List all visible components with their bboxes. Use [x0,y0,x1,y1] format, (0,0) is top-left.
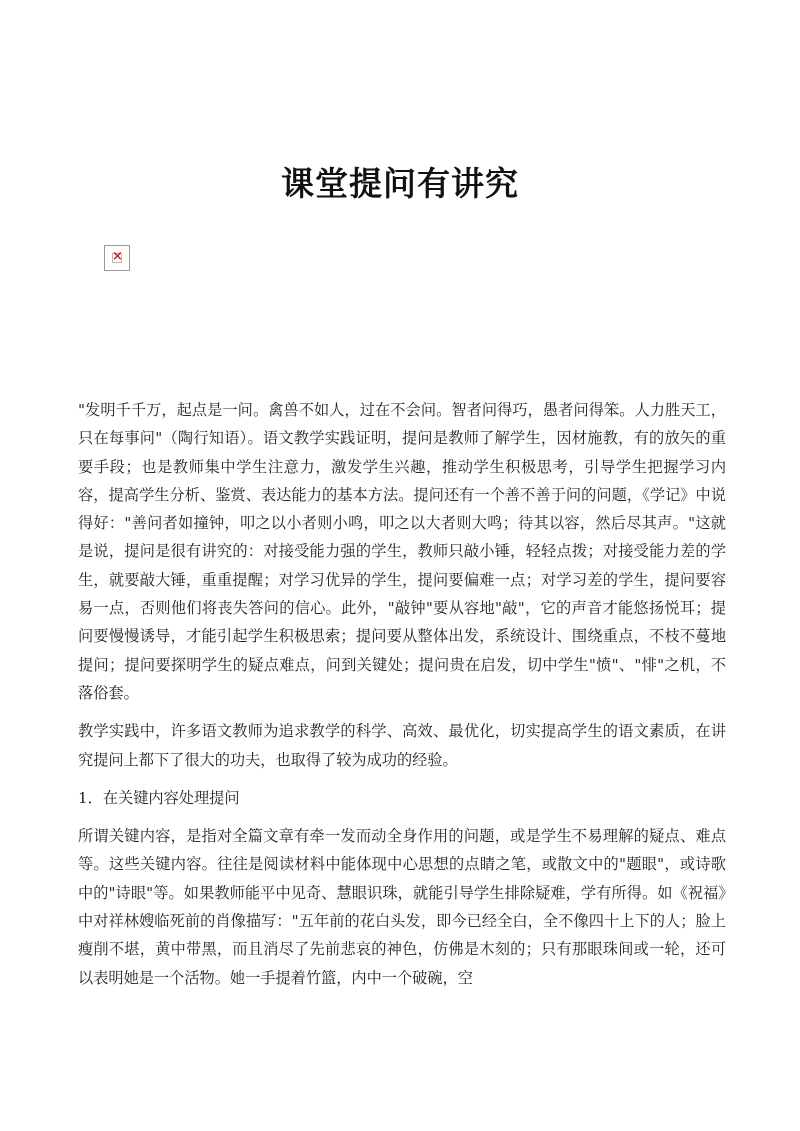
broken-image-mark [112,253,122,263]
broken-image-icon [104,245,130,271]
paragraph-intro: "发明千千万，起点是一问。禽兽不如人，过在不会问。智者问得巧，愚者问得笨。人力胜天工，只在每事问"（陶行知语）。语文教学实践证明，提问是教师了解学生，因材施教，有的放矢的重要手段；也是教师集中学生注意力，激发学生兴趣，推动学生积极思考，引导学生把握学习内容，提高学生分析、鉴赏、表达能力的基本方法。提问还有一个善不善于问的问题，《学记》中说得好："善问者如撞钟，叩之以小者则小鸣，叩之以大者则大鸣；待其以容，然后尽其声。"这就是说，提问是很有讲究的：对接受能力强的学生，教师只敲小锤，轻轻点拨；对接受能力差的学生，就要敲大锤，重重提醒；对学习优异的学生，提问要偏难一点；对学习差的学生，提问要容易一点，否则他们将丧失答问的信心。此外，"敲钟"要从容地"敲"，它的声音才能悠扬悦耳；提问要慢慢诱导，才能引起学生积极思索；提问要从整体出发，系统设计、围绕重点，不枝不蔓地提问；提问要探明学生的疑点难点，问到关键处；提问贵在启发，切中学生"愤"、"悱"之机，不落俗套。 [78,401,726,702]
section-heading: 1．在关键内容处理提问 [78,788,240,807]
page-title: 课堂提问有讲究 [281,164,519,203]
article-body [78,396,726,1002]
paragraph-practice: 教学实践中，许多语文教师为追求教学的科学、高效、最优化，切实提高学生的语文素质，在讲究提问上都下了很大的功夫，也取得了较为成功的经验。 [78,722,726,769]
paragraph-key-content: 所谓关键内容，是指对全篇文章有牵一发而动全身作用的问题，或是学生不易理解的疑点、难点等。这些关键内容。往往是阅读材料中能体现中心思想的点睛之笔，或散文中的"题眼"，或诗歌中的"诗眼"等。如果教师能平中见奇、慧眼识珠，就能引导学生排除疑难，学有所得。如《祝福》中对祥林嫂临死前的肖像描写："五年前的花白头发，即今已经全白，全不像四十上下的人；脸上瘦削不堪，黄中带黑，而且消尽了先前悲哀的神色，仿佛是木刻的；只有那眼珠间或一轮，还可以表明她是一个活物。她一手提着竹篮，内中一个破碗，空 [78,827,726,987]
